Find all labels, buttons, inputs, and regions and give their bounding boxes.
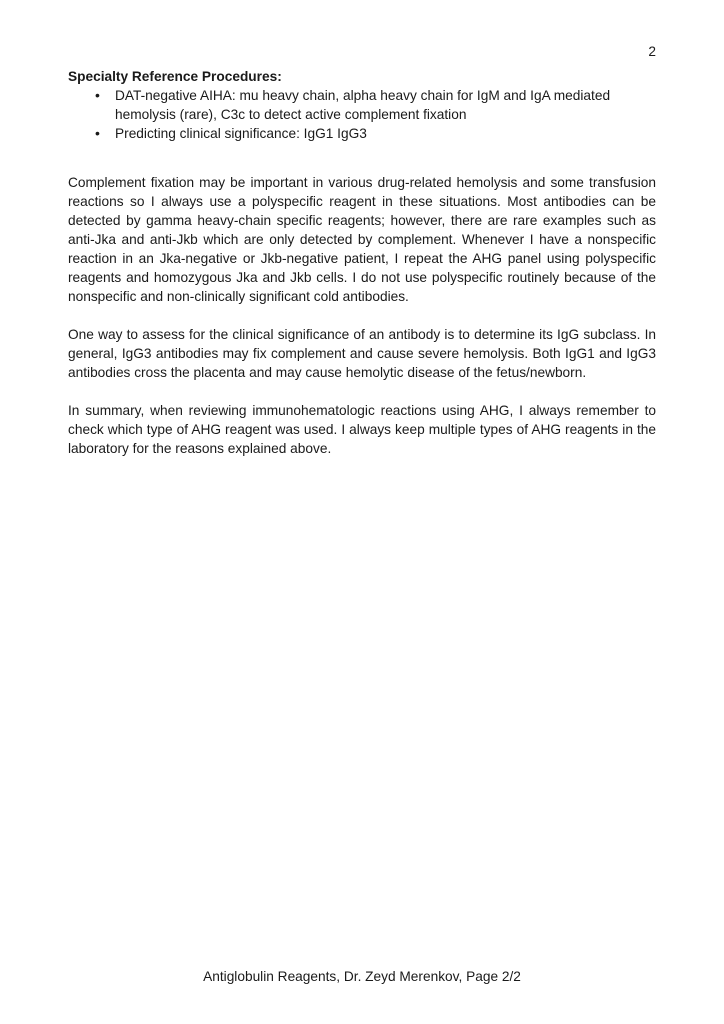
body-paragraph: One way to assess for the clinical significance of an antibody is to determine its IgG subclass. In general, IgG3 antibodies may fix complement and cause severe hemolysis. Both IgG1 and IgG3 antibodies cross the placenta and may cause hemolytic disease of the fetus/newborn. <box>68 327 656 380</box>
bullet-item: • DAT-negative AIHA: mu heavy chain, alpha heavy chain for IgM and IgA mediated hemolysis (rare), C3c to detect active complement fixation <box>115 86 656 124</box>
body-paragraph: Complement fixation may be important in various drug-related hemolysis and some transfusion reactions so I always use a polyspecific reagent in these situations. Most antibodies can be detected by gamma heavy-chain specific reagents; however, there are rare examples such as anti-Jka and anti-Jkb which are only detected by complement. Whenever I have a nonspecific reaction in an Jka-negative or Jkb-negative patient, I repeat the AHG panel using polyspecific reagents and homozygous Jka and Jkb cells. I do not use polyspecific routinely because of the nonspecific and non-clinically significant cold antibodies. <box>68 175 656 304</box>
page-number: 2 <box>648 44 656 59</box>
document-content <box>68 42 656 458</box>
bullet-list <box>68 86 656 143</box>
body-paragraph: In summary, when reviewing immunohematologic reactions using AHG, I always remember to check which type of AHG reagent was used. I always keep multiple types of AHG reagents in the laboratory for the reasons explained above. <box>68 403 656 456</box>
section-heading: Specialty Reference Procedures: <box>68 69 282 84</box>
page-footer: Antiglobulin Reagents, Dr. Zeyd Merenkov, Page 2/2 <box>203 969 521 984</box>
bullet-item: • Predicting clinical significance: IgG1 IgG3 <box>115 124 656 143</box>
